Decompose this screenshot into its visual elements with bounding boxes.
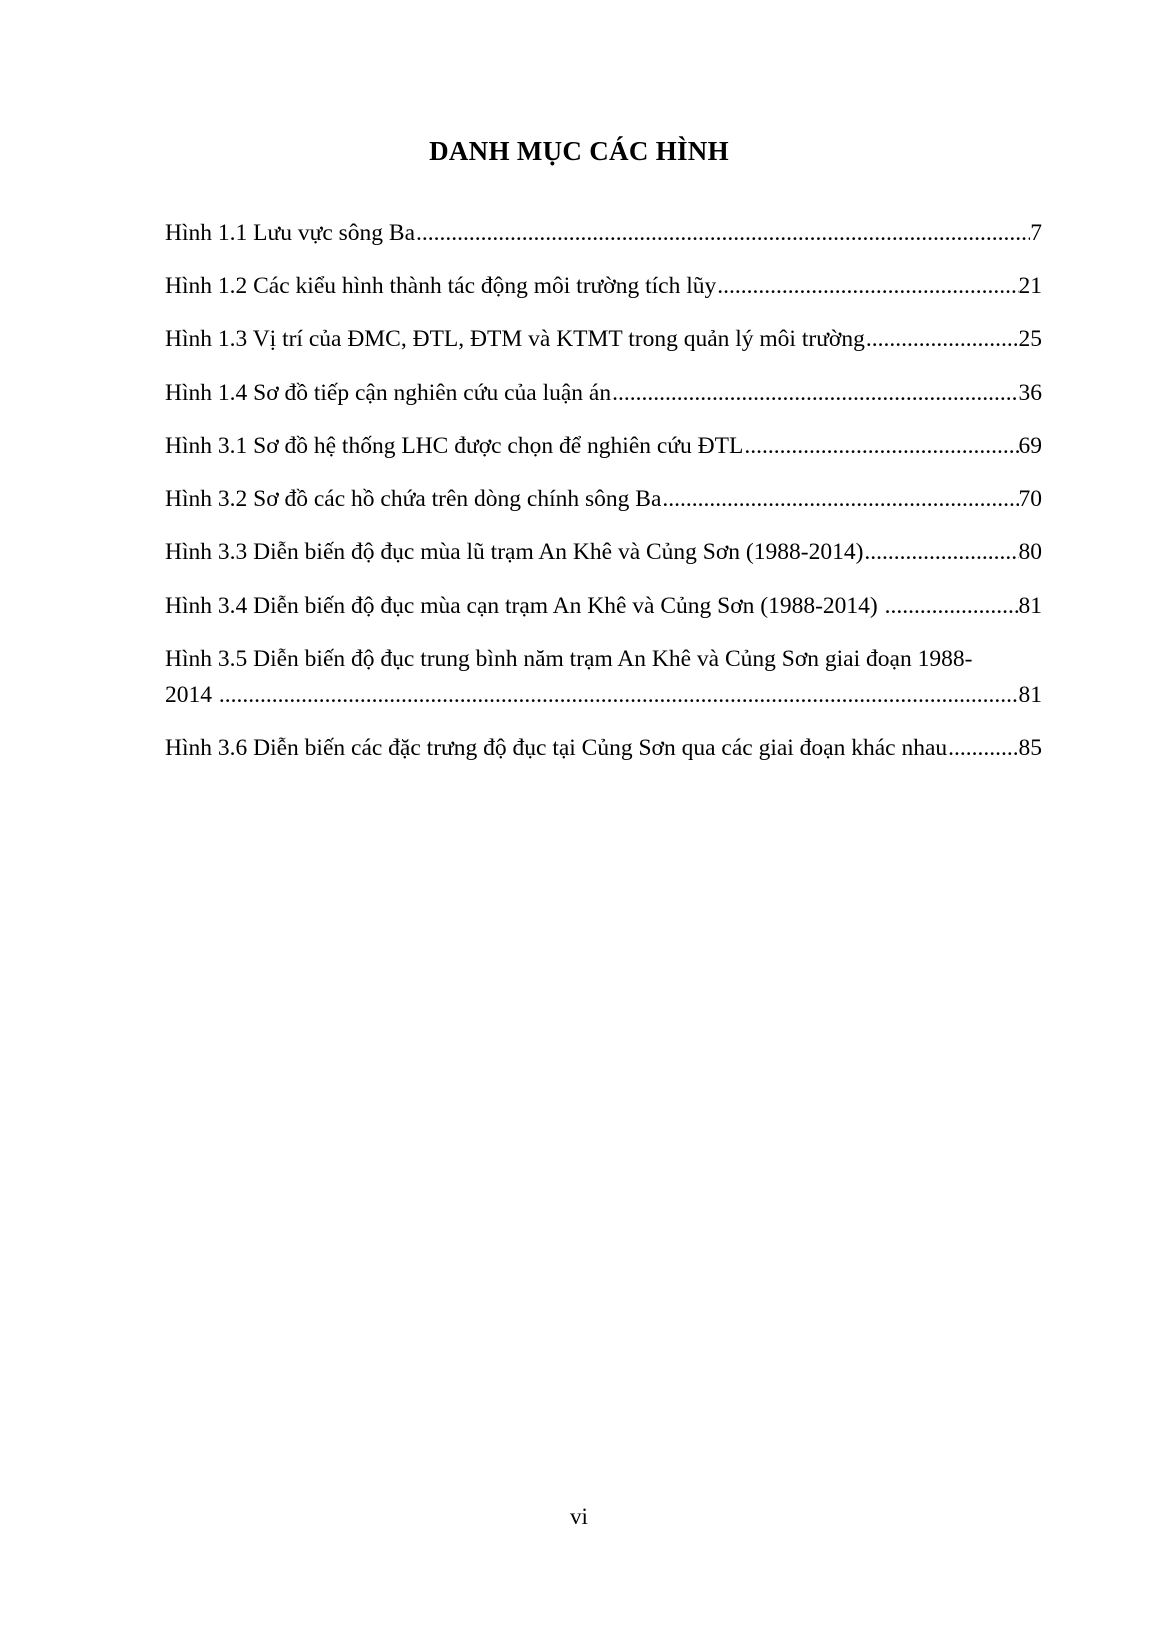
toc-entry[interactable] <box>165 428 1042 464</box>
toc-entry-page: 80 <box>1018 539 1042 566</box>
dot-leader <box>611 375 1018 411</box>
dot-leader <box>865 321 1019 357</box>
dot-leader <box>218 677 1019 713</box>
dot-leader <box>743 428 1018 464</box>
toc-entry-page: 7 <box>1030 220 1042 246</box>
toc-entry-page: 81 <box>1018 682 1042 709</box>
toc-entry-page: 25 <box>1018 326 1042 353</box>
dot-leader <box>947 730 1018 766</box>
page-title: DANH MỤC CÁC HÌNH <box>429 136 729 166</box>
toc-entry[interactable] <box>165 268 1042 304</box>
toc-entry-label: Hình 3.2 Sơ đồ các hồ chứa trên dòng chính sông Ba <box>165 486 662 513</box>
toc-entry-label: Hình 1.3 Vị trí của ĐMC, ĐTL, ĐTM và KTMT trong quản lý môi trường <box>165 326 865 353</box>
toc-entry-label: Hình 1.2 Các kiểu hình thành tác động môi trường tích lũy <box>165 273 717 300</box>
toc-entry-page: 69 <box>1018 432 1042 459</box>
toc-entry-page: 36 <box>1018 379 1042 406</box>
dot-leader <box>863 534 1018 570</box>
toc-entry-page: 21 <box>1018 273 1042 300</box>
toc-entry[interactable] <box>165 534 1042 570</box>
toc-entry[interactable] <box>165 588 1042 624</box>
toc-entry-label: Hình 1.4 Sơ đồ tiếp cận nghiên cứu của luận án <box>165 379 612 406</box>
figure-list <box>165 215 1042 784</box>
toc-entry[interactable] <box>165 215 1042 251</box>
dot-leader <box>661 481 1018 517</box>
toc-entry-label: Hình 3.4 Diễn biến độ đục mùa cạn trạm An Khê và Củng Sơn (1988-2014) <box>165 592 884 619</box>
toc-entry-label: Hình 3.5 Diễn biến độ đục trung bình năm trạm An Khê và Củng Sơn giai đoạn 1988- <box>165 645 973 672</box>
toc-entry[interactable] <box>165 641 1042 714</box>
toc-entry-label: Hình 3.1 Sơ đồ hệ thống LHC được chọn để nghiên cứu ĐTL <box>165 432 744 459</box>
toc-entry[interactable] <box>165 481 1042 517</box>
toc-entry-page: 70 <box>1018 486 1042 513</box>
toc-entry-label: Hình 3.6 Diễn biến các đặc trưng độ đục tại Củng Sơn qua các giai đoạn khác nhau <box>165 735 948 762</box>
toc-entry-continuation <box>165 677 1042 713</box>
page-number: vi <box>570 1504 588 1529</box>
toc-entry-label: Hình 1.1 Lưu vực sông Ba <box>165 220 416 246</box>
toc-entry[interactable] <box>165 375 1042 411</box>
dot-leader <box>884 588 1019 624</box>
dot-leader <box>415 215 1030 251</box>
toc-entry-label: Hình 3.3 Diễn biến độ đục mùa lũ trạm An Khê và Củng Sơn (1988-2014) <box>165 539 864 566</box>
dot-leader <box>716 268 1018 304</box>
toc-entry-page: 81 <box>1018 592 1042 619</box>
toc-entry-page: 85 <box>1018 735 1042 762</box>
toc-entry-label-continued: 2014 <box>165 682 218 709</box>
toc-entry[interactable] <box>165 321 1042 357</box>
toc-entry[interactable] <box>165 730 1042 766</box>
